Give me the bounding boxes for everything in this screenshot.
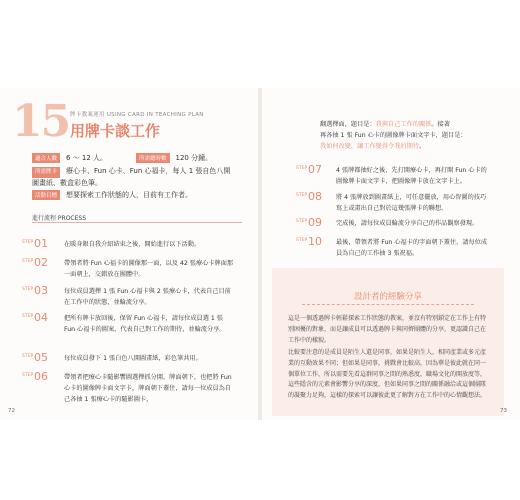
process-label: 進行流程 PROCESS	[32, 215, 87, 222]
info-value: 療心卡、Fun 心卡、Fun 心福卡，每人 1 張自色八開圖畫紙、數盒彩色筆。	[32, 167, 231, 188]
step-text: 把所有牌卡放回後，保留 Fun 心福卡，請每位成員選 1 張 Fun 心福卡的圖案，代表自己對工作的期待，並輪流分享。	[64, 315, 226, 333]
step-text: 最後，帶領者將 Fun 心福卡的字面朝下蓋住，請每位成員為自己的工作抽 3 張祝福。	[336, 239, 488, 257]
step-number: 10	[308, 235, 322, 248]
box-title: 設計者的經驗分享	[353, 292, 422, 302]
chapter-title: 用牌卡談工作	[70, 122, 161, 140]
step-label: STEP	[22, 373, 34, 378]
box-divider	[302, 304, 474, 305]
continuation-text: 。接著	[431, 121, 450, 128]
step-label: STEP	[296, 219, 308, 224]
step-number: 04	[34, 311, 48, 324]
step-06-continuation	[320, 119, 490, 152]
step-number: 01	[34, 237, 48, 250]
page-number-right: 73	[500, 408, 507, 414]
highlight-text: 我如何改變，讓工作變得令我的期待	[320, 143, 419, 151]
info-value: 120 分鐘。	[175, 154, 213, 162]
continuation-text: 。	[419, 143, 426, 151]
page-number-left: 72	[8, 408, 15, 414]
info-row-participants	[32, 153, 107, 163]
highlight-text: 我與自己工作的關係	[375, 121, 432, 128]
info-value: 6 ～ 12 人。	[66, 154, 108, 162]
step-number: 06	[34, 370, 48, 383]
box-paragraph-1: 這是一個透過牌卡輕鬆探索工作狀態的教案，並沒有特別鎖定在工作上有特別困擾的對象，而是讓成員可以透過牌卡與同儕團體的分享，更認識自己在工作中的樣貌。	[288, 315, 487, 344]
step-label: STEP	[22, 314, 34, 319]
continuation-line: 再各抽 1 張 Fun 心卡的圖像牌卡面文字卡，題目是：	[320, 132, 467, 140]
chapter-subtitle: 牌卡教案運用 USING CARD IN TEACHING PLAN	[70, 112, 204, 118]
continuation-text: 翻選擇面，題目是：	[320, 121, 376, 128]
step-text: 4 張牌都抽好之後，先打開療心卡，再打開 Fun 心卡的圖像牌卡面文字卡，把圖像牌卡放在文字卡上。	[336, 167, 487, 185]
chapter-number: 15	[12, 96, 70, 147]
step-label: STEP	[22, 259, 34, 264]
info-value: 想要探索工作狀態的人，目前有工作者。	[66, 191, 193, 199]
step-label: STEP	[296, 193, 308, 198]
info-tag: 活動目標	[32, 190, 60, 200]
continuation-line	[320, 119, 490, 130]
step-text: 每位成員發下 1 張白色八開圖畫紙，彩色筆共用。	[64, 355, 202, 362]
step-text: 每位成員選擇 1 張 Fun 心福卡與 2 張療心卡，代表自己目前在工作中的狀態，並輪流分享。	[64, 288, 231, 306]
designer-experience-box	[272, 268, 504, 416]
step-number: 03	[34, 284, 48, 297]
step-text: 帶領者將 Fun 心福卡的圖像那一面，以及 42 張療心卡牌面那一面朝上，交錯放在團體中。	[64, 260, 234, 278]
step-number: 02	[34, 256, 48, 269]
info-tag: 所需總時數	[136, 153, 170, 163]
box-paragraph-2: 比較要注意的是成員是陌生人還是同事，如果是陌生人，相同產業或多元產業的互動效果不同；但如果是同事，挑戰會比較高，因為華是彼此就在同一個單位工作，所以需要先看這群同事之間的熟悉度，職場文化的開放度等，這些隱含的元素會影響分享的深度，但如果同事之間的關係融洽或這個團隊的凝聚力足夠，這樣的探索可以讓彼此更了解對方在工作中的心情觀想法。	[288, 349, 487, 400]
step-label: STEP	[22, 240, 34, 245]
continuation-line	[320, 141, 490, 152]
step-number: 09	[308, 216, 322, 229]
step-label: STEP	[22, 287, 34, 292]
step-label: STEP	[296, 238, 308, 243]
info-row-duration	[136, 153, 212, 163]
step-label: STEP	[22, 354, 34, 359]
step-number: 08	[308, 190, 322, 203]
step-number: 07	[308, 163, 322, 176]
step-label: STEP	[296, 166, 308, 171]
step-number: 05	[34, 351, 48, 364]
process-divider	[32, 222, 242, 223]
info-row-goal	[32, 190, 192, 200]
info-tag: 適合人數	[32, 153, 60, 163]
step-text: 帶領者把療心卡隨影響圖選擇抓分開，牌面朝下，也把將 Fun 心卡的圖像牌卡面文字卡，牌面朝下蓋住，請每一位成員為自己各抽 1 張療心卡的隨影圖卡，	[64, 374, 232, 403]
info-row-cards	[32, 166, 232, 190]
step-text: 完成後，請每位成員輪流分享自己的作品觀察發現。	[336, 220, 479, 227]
info-tag: 所需牌卡	[32, 167, 60, 178]
step-text: 在暖身銀自我介紹結束之後，開始進行以下活動。	[64, 241, 201, 248]
step-text: 將 4 張牌放到圖畫紙上，可任意擺放，用心智圖的技巧寫上或畫出自己對於這幾張牌卡的聯想。	[336, 194, 487, 212]
